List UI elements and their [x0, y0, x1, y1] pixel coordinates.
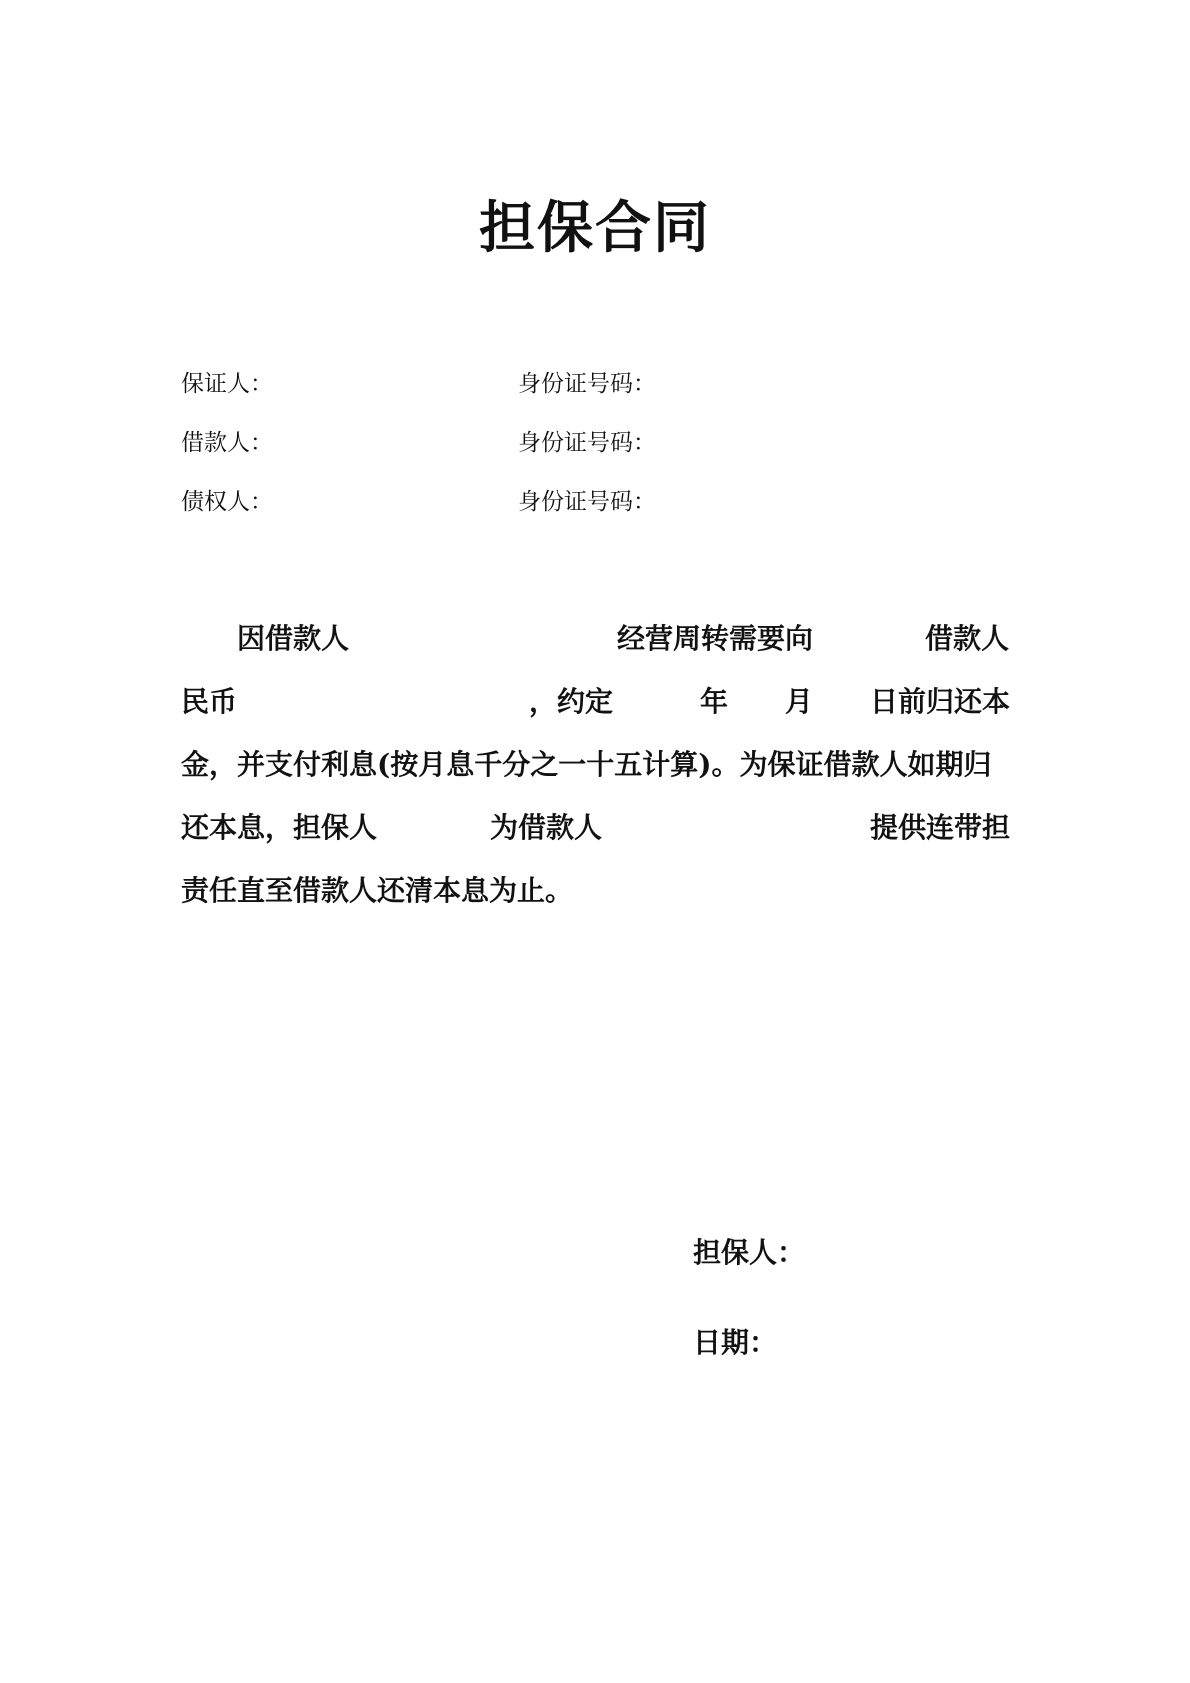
guarantor-label: 保证人： [181, 371, 273, 397]
paragraph-line2-part2: ，约定 [529, 685, 614, 718]
signature-guarantor-label: 担保人： [693, 1236, 806, 1269]
paragraph-line1-part2: 经营周转需要向 [617, 622, 814, 655]
paragraph-line4-part1: 还本息，担保人 [181, 811, 378, 844]
borrower-label: 借款人： [181, 430, 273, 456]
paragraph-line2-part1: 民币 [181, 685, 238, 718]
creditor-id-label: 身份证号码： [518, 489, 656, 515]
paragraph-line2-month: 月 [785, 685, 814, 718]
guarantor-id-label: 身份证号码： [518, 371, 656, 397]
paragraph-line1-part3: 借款人 [925, 622, 1010, 655]
paragraph-line2-year: 年 [700, 685, 729, 718]
paragraph-line4-part3: 提供连带担 [870, 811, 1011, 844]
borrower-id-label: 身份证号码： [518, 430, 656, 456]
creditor-label: 债权人： [181, 489, 273, 515]
paragraph-line5: 责任直至借款人还清本息为止。 [181, 874, 574, 907]
paragraph-line2-part3: 日前归还本 [870, 685, 1011, 718]
paragraph-line3: 金，并支付利息(按月息千分之一十五计算)。为保证借款人如期归 [181, 748, 992, 781]
paragraph-line1-part1: 因借款人 [237, 622, 350, 655]
paragraph-line4-part2: 为借款人 [490, 811, 603, 844]
page-title: 担保合同 [479, 195, 711, 261]
signature-date-label: 日期： [693, 1326, 778, 1359]
